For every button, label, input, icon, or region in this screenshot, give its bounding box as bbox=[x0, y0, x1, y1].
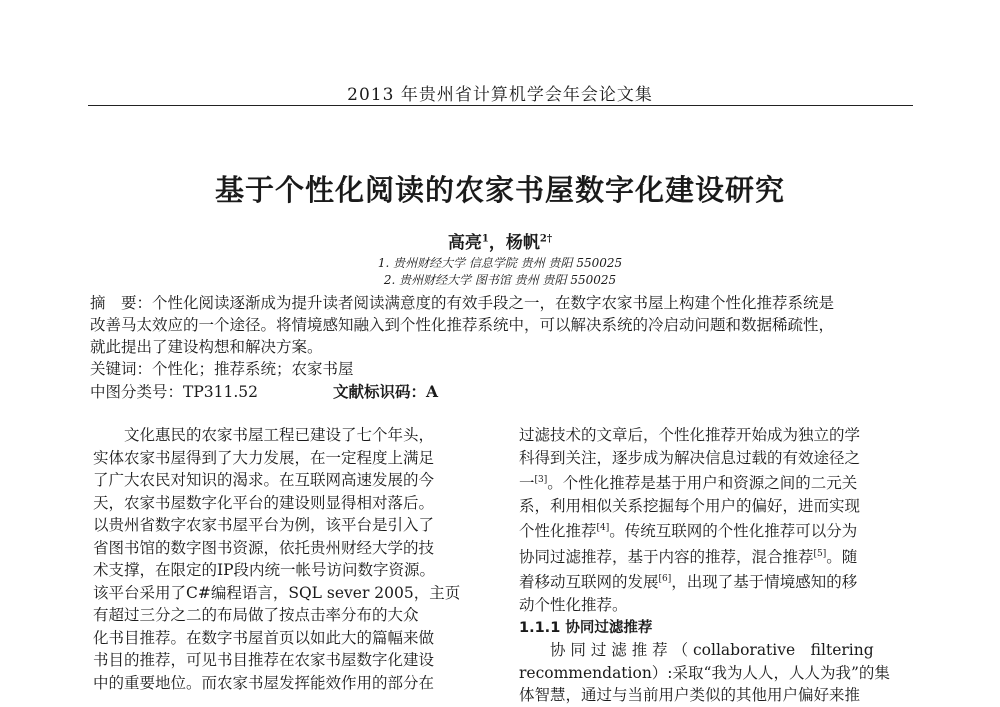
body-line: 实体农家书屋得到了大力发展，在一定程度上满足 bbox=[93, 448, 435, 467]
body-line bbox=[519, 469, 890, 495]
clc-label: 中图分类号： bbox=[90, 383, 184, 401]
abstract-line: 就此提出了建设构想和解决方案。 bbox=[90, 338, 323, 356]
body-line: 该平台采用了C#编程语言，SQL sever 2005，主页 bbox=[93, 583, 461, 602]
body-line bbox=[519, 568, 890, 594]
body-line: 省图书馆的数字图书资源，依托贵州财经大学的技 bbox=[93, 538, 435, 557]
body-line bbox=[519, 543, 890, 569]
author-mark: 1 bbox=[481, 233, 489, 245]
text-segment: 一 bbox=[519, 474, 535, 493]
citation-mark: [4] bbox=[596, 523, 610, 534]
doc-code-value: A bbox=[426, 382, 439, 401]
body-line: 术支撑，在限定的IP段内统一帐号访问数字资源。 bbox=[93, 561, 436, 579]
text-segment: 。传统互联网的个性化推荐可以分为 bbox=[609, 522, 858, 541]
body-line: recommendation）:采取“我为人人，人人为我”的集 bbox=[519, 663, 890, 682]
doc-code-label: 文献标识码： bbox=[333, 382, 427, 401]
keywords-text: 个性化；推荐系统；农家书屋 bbox=[152, 360, 354, 378]
text-segment: 个性化推荐 bbox=[519, 522, 597, 541]
clc-value: TP311.52 bbox=[183, 383, 259, 401]
header-rule bbox=[88, 105, 913, 106]
body-line: 天，农家书屋数字化平台的建设则显得相对落后。 bbox=[93, 493, 435, 512]
paper-title: 基于个性化阅读的农家书屋数字化建设研究 bbox=[214, 173, 785, 207]
keywords-label: 关键词： bbox=[90, 360, 153, 378]
author-separator: ， bbox=[488, 233, 506, 253]
running-head: 2013 年贵州省计算机学会年会论文集 bbox=[347, 85, 653, 105]
keywords-line bbox=[90, 357, 354, 379]
right-column bbox=[519, 424, 890, 707]
citation-mark: [5] bbox=[813, 548, 827, 559]
abstract-line: 改善马太效应的一个途径。将情境感知融入到个性化推荐系统中，可以解决系统的冷启动问题和数据稀疏性， bbox=[90, 316, 835, 334]
text-segment: 协同过滤推荐，基于内容的推荐，混合推荐 bbox=[519, 547, 814, 566]
body-line: 协 同 过 滤 推 荐 （ collaborative filtering bbox=[519, 641, 874, 660]
body-line: 系，利用相似关系挖掘每个用户的偏好，进而实现 bbox=[519, 496, 861, 515]
text-segment: ，出现了基于情境感知的移 bbox=[671, 573, 858, 592]
body-line: 中的重要地位。而农家书屋发挥能效作用的部分在 bbox=[93, 673, 435, 692]
body-line: 书目的推荐，可见书目推荐在农家书屋数字化建设 bbox=[93, 651, 435, 669]
text-segment: 。个性化推荐是基于用户和资源之间的二元关 bbox=[547, 474, 858, 493]
body-line: 科得到关注，逐步成为解决信息过载的有效途径之 bbox=[519, 448, 861, 467]
text-segment: 。随 bbox=[826, 547, 858, 566]
body-line: 文化惠民的农家书屋工程已建设了七个年头， bbox=[93, 426, 435, 444]
affiliation: 2. 贵州财经大学 图书馆 贵州 贵阳 550025 bbox=[383, 273, 617, 287]
author-mark: 2† bbox=[539, 233, 553, 245]
section-heading: 1.1.1 协同过滤推荐 bbox=[519, 619, 653, 636]
affiliation: 1. 贵州财经大学 信息学院 贵州 贵阳 550025 bbox=[377, 256, 623, 270]
citation-mark: [3] bbox=[534, 475, 548, 485]
body-line: 了广大农民对知识的渴求。在互联网高速发展的今 bbox=[93, 471, 435, 489]
left-column bbox=[93, 424, 460, 694]
author-line bbox=[0, 228, 1000, 253]
doc-code-line bbox=[333, 380, 438, 402]
author-name: 高亮 bbox=[447, 233, 482, 253]
body-line: 化书目推荐。在数字书屋首页以如此大的篇幅来做 bbox=[93, 628, 435, 647]
body-line: 体智慧，通过与当前用户类似的其他用户偏好来推 bbox=[519, 686, 861, 705]
author-name: 杨帆 bbox=[505, 233, 540, 253]
body-line: 过滤技术的文章后，个性化推荐开始成为独立的学 bbox=[519, 426, 861, 444]
abstract-text: 个性化阅读逐渐成为提升读者阅读满意度的有效手段之一，在数字农家书屋上构建个性化推荐系统是 bbox=[152, 294, 835, 312]
text-segment: 着移动互联网的发展 bbox=[519, 573, 659, 592]
abstract-line bbox=[90, 291, 834, 313]
clc-line bbox=[90, 380, 258, 402]
abstract-label: 摘 要： bbox=[90, 294, 153, 312]
body-line: 动个性化推荐。 bbox=[519, 596, 628, 615]
body-line: 有超过三分之二的布局做了按点击率分布的大众 bbox=[93, 606, 419, 624]
body-line bbox=[519, 517, 890, 543]
citation-mark: [6] bbox=[658, 574, 672, 585]
body-line: 以贵州省数字农家书屋平台为例，该平台是引入了 bbox=[93, 516, 435, 534]
